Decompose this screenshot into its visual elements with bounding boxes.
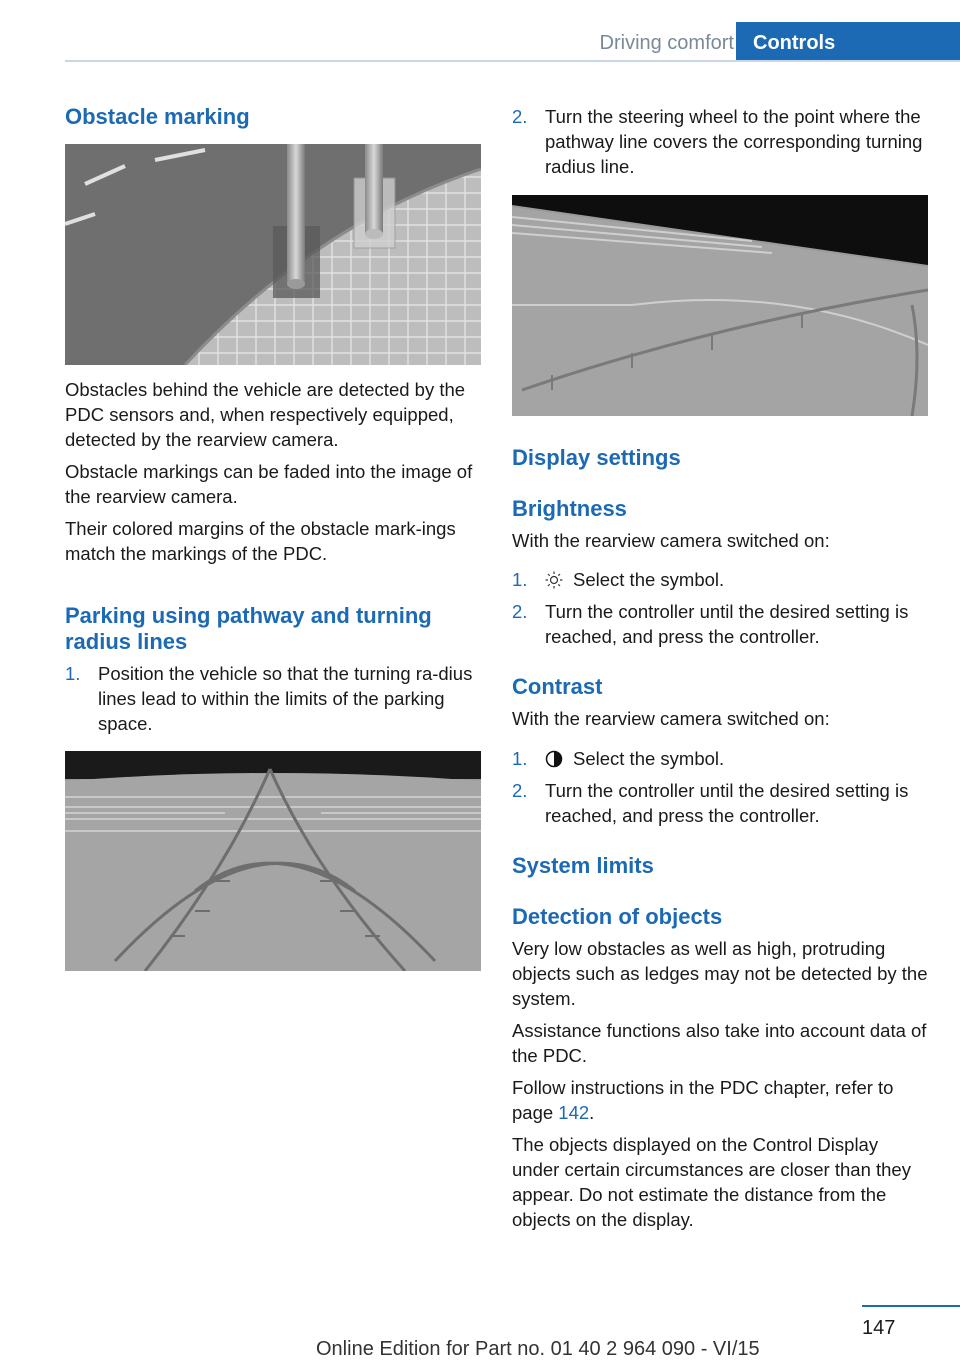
parking-step-2 (512, 104, 930, 179)
brightness-step-1 (512, 567, 930, 592)
footer-rule (862, 1305, 960, 1307)
obstacle-marking-heading: Obstacle marking (65, 104, 250, 129)
page-number: 147 (862, 1317, 896, 1339)
step-number: 2. (512, 106, 528, 127)
sentence-end: . (589, 1102, 595, 1123)
parking-step-1 (65, 661, 481, 736)
detection-paragraph-2: Assistance functions also take into account data of the PDC. (512, 1020, 927, 1066)
detection-paragraph-4: The objects displayed on the Control Display under certain circumstances are closer than they appear. Do not estimate the distance from the objects on the display. (512, 1134, 911, 1230)
step-number: 2. (512, 780, 528, 801)
header-rule (65, 60, 960, 62)
brightness-intro: With the rearview camera switched on: (512, 530, 830, 551)
step-number: 1. (512, 569, 528, 590)
brightness-step-2 (512, 599, 930, 649)
header-chapter-tab: Controls (736, 22, 960, 62)
system-limits-heading: System limits (512, 853, 654, 878)
detection-paragraph-3-text: Follow instructions in the PDC chapter, refer to page (512, 1077, 894, 1123)
contrast-step-2 (512, 778, 930, 828)
obstacle-paragraph-3: Their colored margins of the obstacle mark‐ings match the markings of the PDC. (65, 518, 456, 564)
step-text: Turn the steering wheel to the point where the pathway line covers the corresponding turning radius line. (545, 106, 923, 177)
pathway-line-figure (512, 195, 928, 416)
detection-paragraph-1: Very low obstacles as well as high, protruding objects such as ledges may not be detected by the system. (512, 938, 928, 1009)
step-text: Position the vehicle so that the turning ra‐dius lines lead to within the limits of the parking space. (98, 663, 473, 734)
contrast-step-1 (512, 746, 930, 771)
obstacle-marking-figure (65, 144, 481, 365)
parking-lines-heading: Parking using pathway and turning radius lines (65, 603, 432, 654)
edition-footer: Online Edition for Part no. 01 40 2 964 090 - VI/15 (316, 1338, 760, 1360)
obstacle-paragraph-1: Obstacles behind the vehicle are detected by the PDC sensors and, when respectively equipped, detected by the rearview camera. (65, 379, 466, 450)
page-reference-link[interactable]: 142 (558, 1102, 590, 1123)
detection-heading: Detection of objects (512, 904, 723, 929)
step-text (545, 746, 930, 771)
brightness-heading: Brightness (512, 496, 627, 521)
contrast-intro: With the rearview camera switched on: (512, 708, 830, 729)
turning-radius-lines-figure (65, 751, 481, 971)
contrast-icon (545, 750, 563, 768)
step-label: Select the symbol. (573, 748, 725, 769)
header-section-title: Driving comfort (599, 32, 734, 54)
step-number: 1. (65, 663, 81, 684)
step-text: Turn the controller until the desired setting is reached, and press the controller. (545, 780, 909, 826)
sun-icon (545, 571, 563, 589)
step-text (545, 567, 930, 592)
step-label: Select the symbol. (573, 569, 725, 590)
contrast-heading: Contrast (512, 674, 603, 699)
detection-paragraph-3 (512, 1075, 930, 1125)
step-number: 1. (512, 748, 528, 769)
obstacle-paragraph-2: Obstacle markings can be faded into the image of the rearview camera. (65, 461, 473, 507)
step-text: Turn the controller until the desired setting is reached, and press the controller. (545, 601, 909, 647)
display-settings-heading: Display settings (512, 445, 681, 470)
step-number: 2. (512, 601, 528, 622)
